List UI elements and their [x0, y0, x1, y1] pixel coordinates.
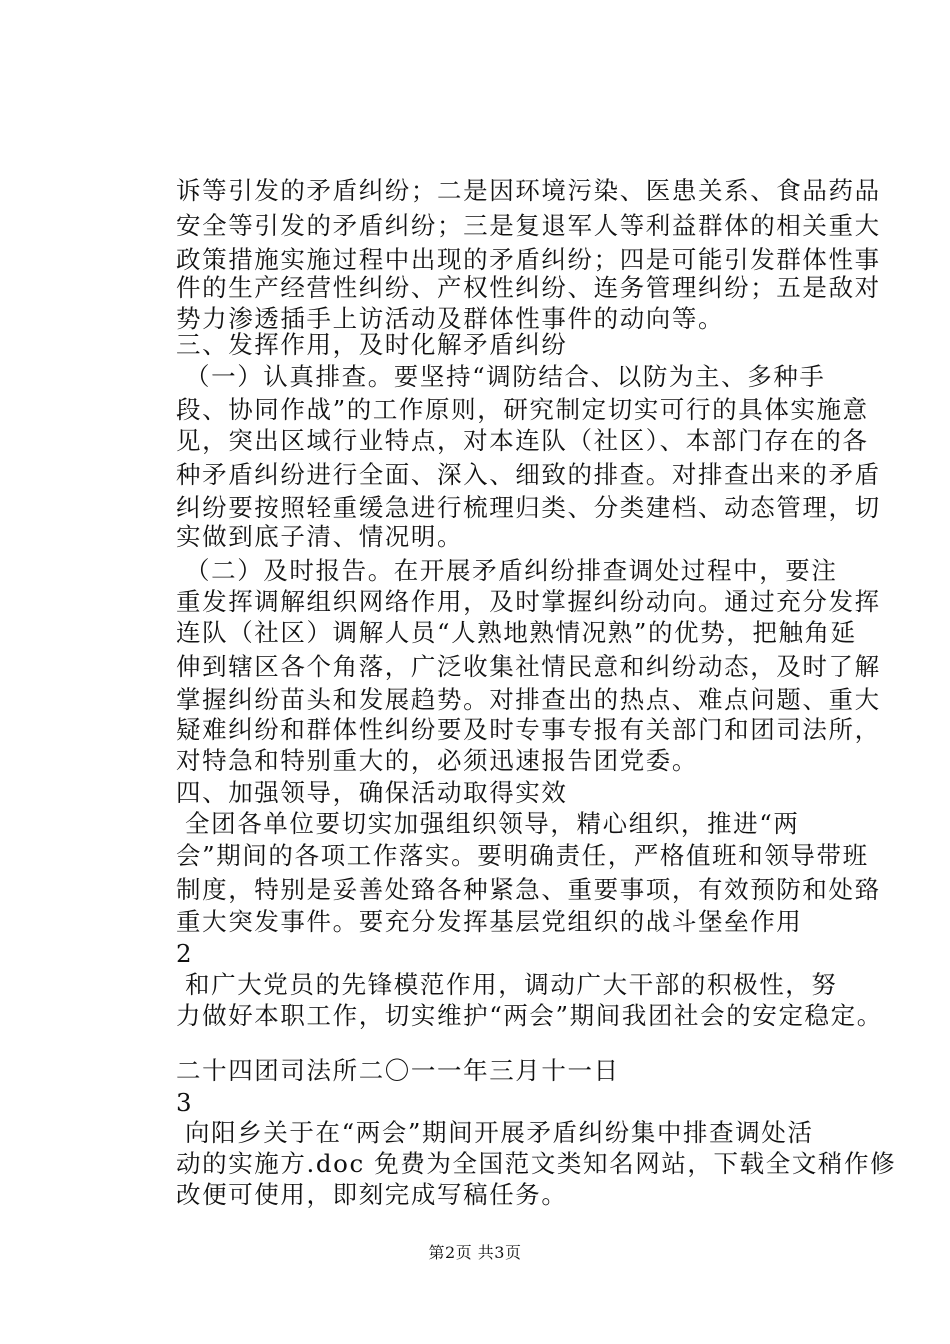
body-text-line: 见，突出区域行业特点，对本连队（社区）、本部门存在的各	[176, 426, 869, 455]
body-text-line: （一）认真排查。要坚持“调防结合、以防为主、多种手	[185, 362, 826, 391]
body-text-line: （二）及时报告。在开展矛盾纠纷排查调处过程中，要注	[185, 556, 838, 585]
body-text-line: 件的生产经营性纠纷、产权性纠纷、连务管理纠纷；五是敌对	[176, 273, 881, 302]
body-text-line: 连队（社区）调解人员“人熟地熟情况熟”的优势，把触角延	[176, 618, 857, 647]
body-text-line: 会”期间的各项工作落实。要明确责任，严格值班和领导带班	[176, 841, 869, 870]
body-text-line: 重发挥调解组织网络作用，及时掌握纠纷动向。通过充分发挥	[176, 587, 881, 616]
body-text-line: 实做到底子清、情况明。	[176, 522, 464, 551]
signature-date-line: 二十四团司法所二〇一一年三月十一日	[176, 1056, 620, 1085]
body-text-line: 全团各单位要切实加强组织领导，精心组织，推进“两	[185, 809, 800, 838]
body-text-line: 改便可使用，即刻完成写稿任务。	[176, 1180, 568, 1209]
body-text-line: 力做好本职工作，切实维护“两会”期间我团社会的安定稳定。	[176, 1001, 883, 1030]
body-text-line: 向阳乡关于在“两会”期间开展矛盾纠纷集中排查调处活	[185, 1118, 814, 1147]
page-number-marker: 3	[176, 1088, 194, 1117]
body-text-line: 政策措施实施过程中出现的矛盾纠纷；四是可能引发群体性事	[176, 245, 881, 274]
section-heading: 四、加强领导，确保活动取得实效	[176, 778, 568, 807]
body-text-line: 伸到辖区各个角落，广泛收集社情民意和纠纷动态，及时了解	[176, 652, 881, 681]
body-text-line: 动的实施方.doc 免费为全国范文类知名网站，下载全文稍作修	[176, 1149, 897, 1178]
body-text-line: 安全等引发的矛盾纠纷；三是复退军人等利益群体的相关重大	[176, 211, 881, 240]
body-text-line: 掌握纠纷苗头和发展趋势。对排查出的热点、难点问题、重大	[176, 685, 881, 714]
body-text-line: 疑难纠纷和群体性纠纷要及时专事专报有关部门和团司法所，	[176, 715, 881, 744]
body-text-line: 制度，特别是妥善处臵各种紧急、重要事项，有效预防和处臵	[176, 875, 881, 904]
body-text-line: 诉等引发的矛盾纠纷；二是因环境污染、医患关系、食品药品	[176, 176, 881, 205]
body-text-line: 纠纷要按照轻重缓急进行梳理归类、分类建档、动态管理，切	[176, 493, 881, 522]
body-text-line: 重大突发事件。要充分发挥基层党组织的战斗堡垒作用	[176, 907, 803, 936]
section-heading: 三、发挥作用，及时化解矛盾纠纷	[176, 330, 568, 359]
body-text-line: 种矛盾纠纷进行全面、深入、细致的排查。对排查出来的矛盾	[176, 460, 881, 489]
page-footer: 第2页 共3页	[428, 1243, 522, 1262]
body-text-line: 势力渗透插手上访活动及群体性事件的动向等。	[176, 304, 725, 333]
page-number-marker: 2	[176, 939, 194, 968]
body-text-line: 对特急和特别重大的，必须迅速报告团党委。	[176, 746, 698, 775]
body-text-line: 段、协同作战”的工作原则，研究制定切实可行的具体实施意	[176, 395, 869, 424]
body-text-line: 和广大党员的先锋模范作用，调动广大干部的积极性，努	[185, 970, 838, 999]
